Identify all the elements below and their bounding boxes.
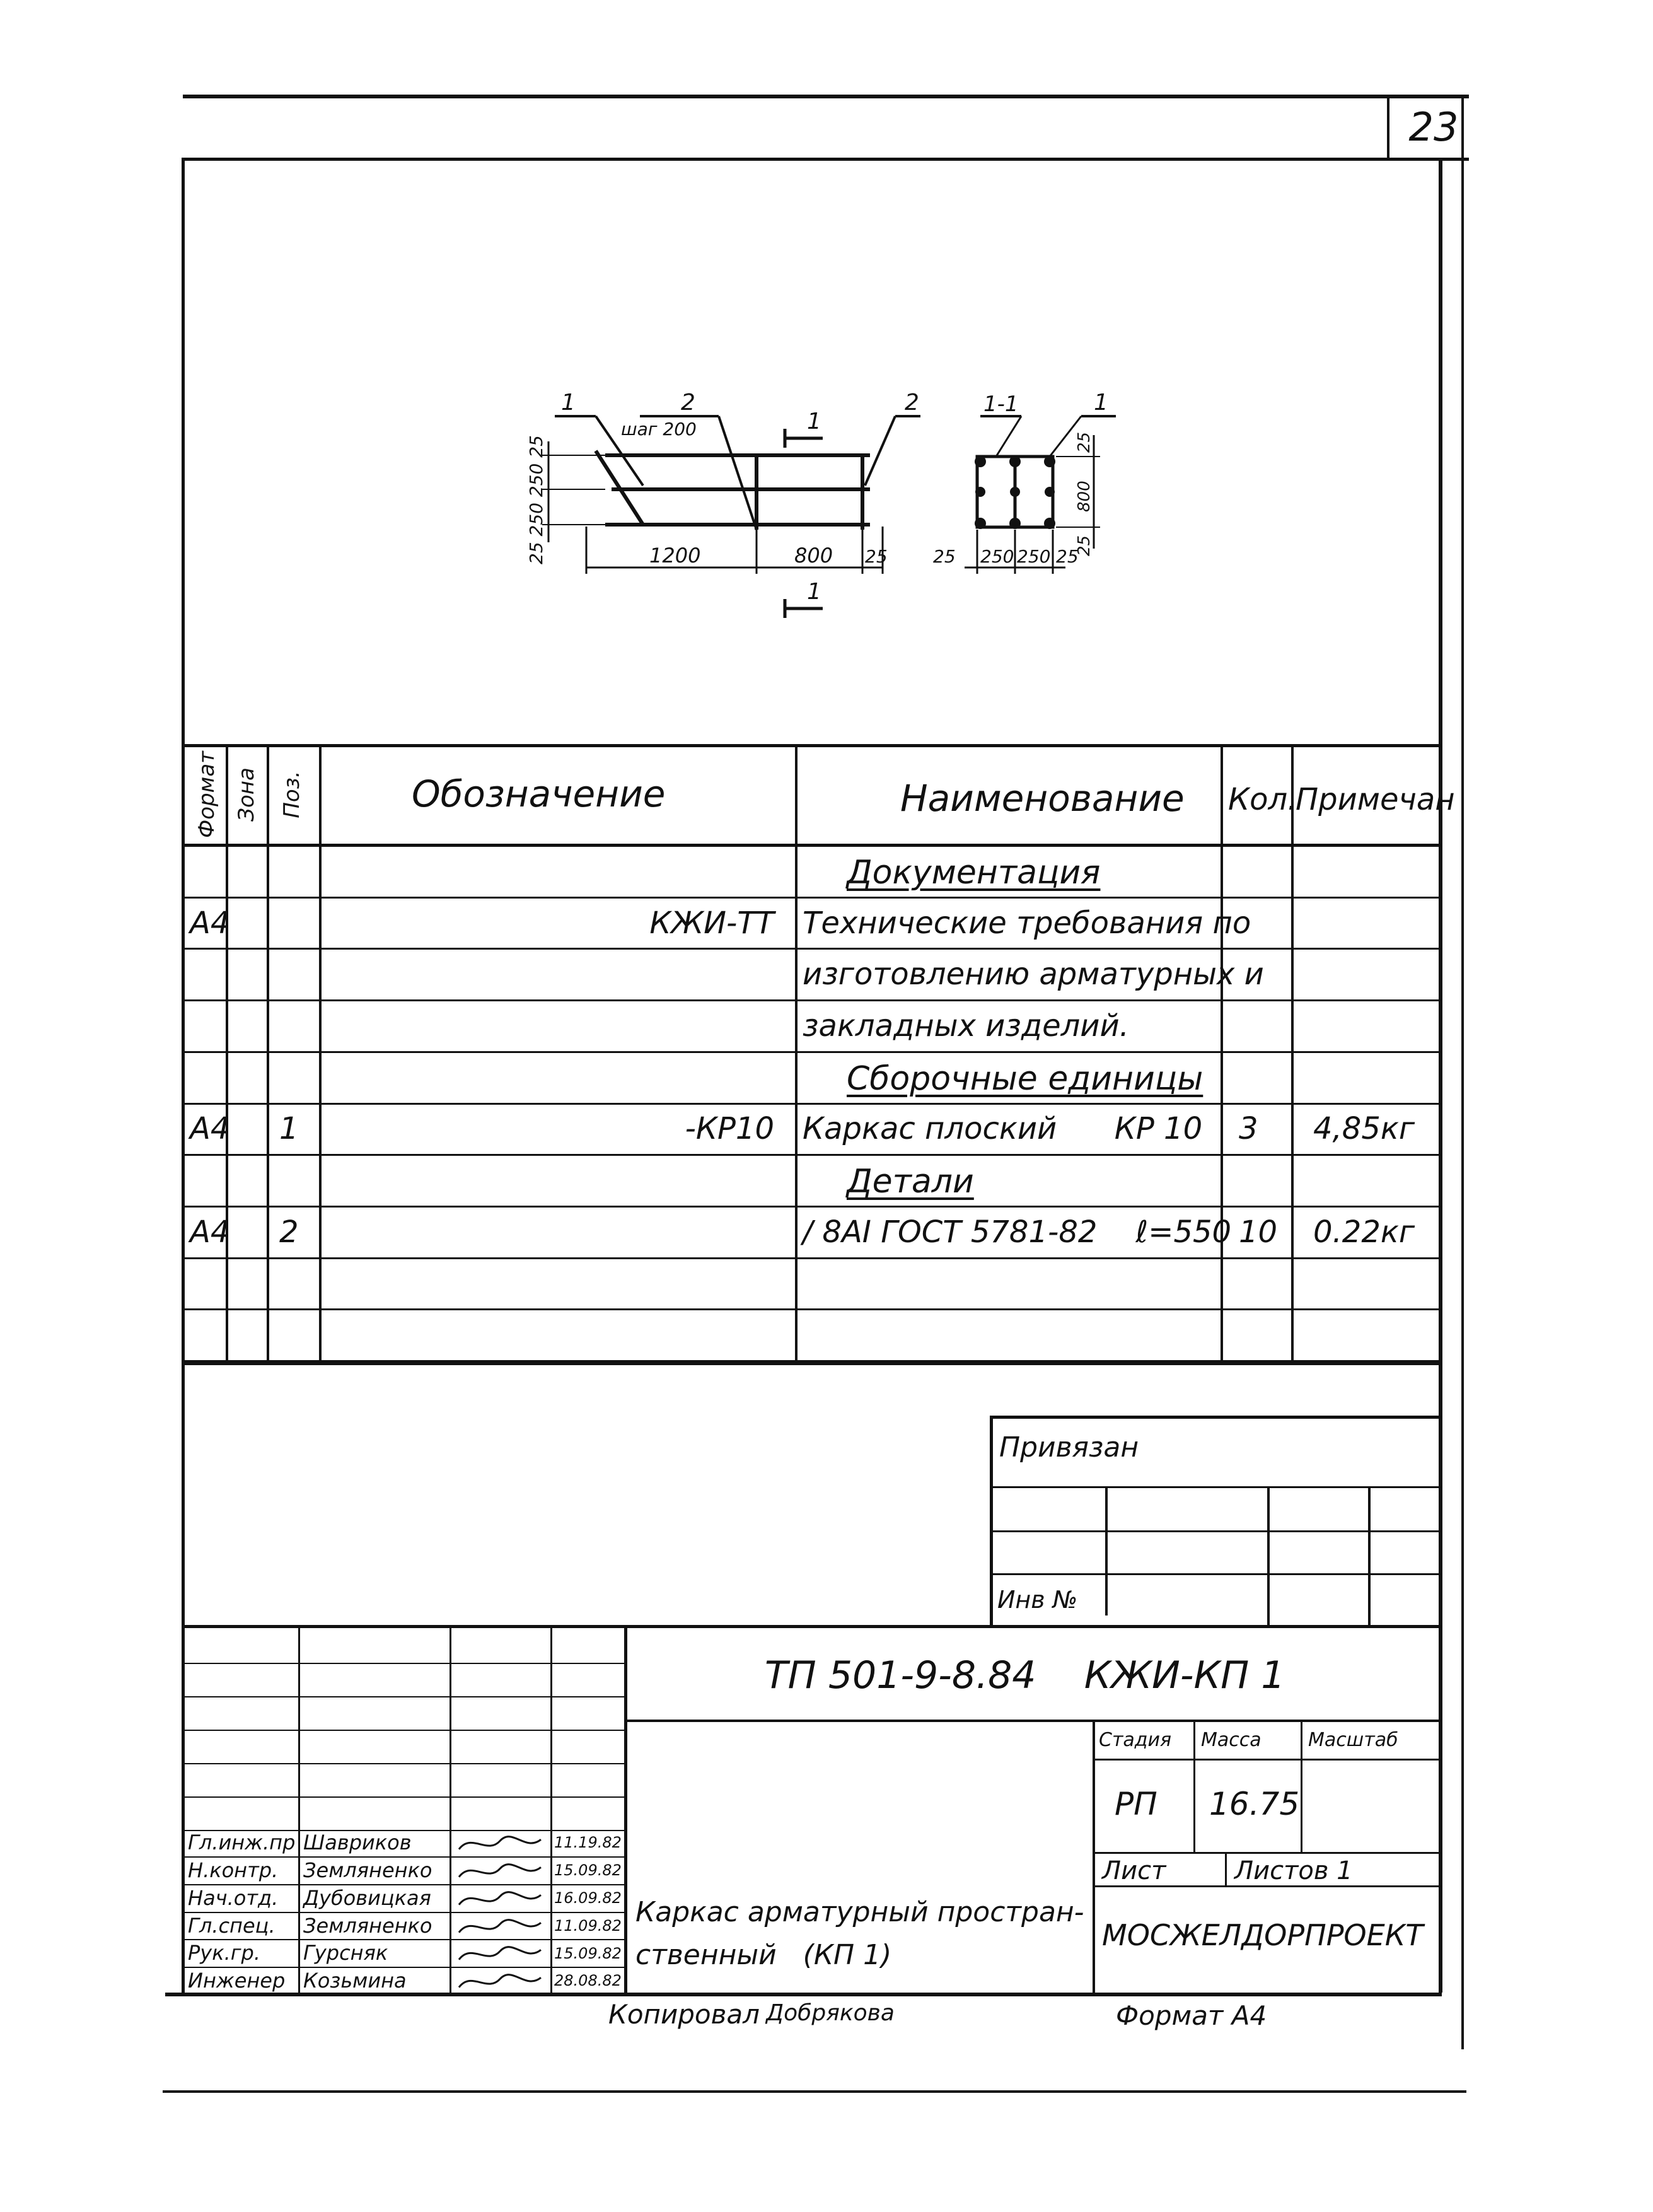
signature-row [185, 1885, 624, 1913]
label-dim-25-c: 25 [1056, 546, 1079, 567]
spec-rows [185, 847, 1439, 1362]
signature-role: Н.контр. [188, 1858, 279, 1882]
copier-name: Добрякова [766, 2000, 895, 2026]
row-name: закладных изделий. [803, 1008, 1129, 1044]
handwritten-signature [453, 1858, 547, 1885]
row-format: А4 [190, 1111, 230, 1147]
label-pos2-right: 2 [905, 390, 919, 416]
label-pos2-left: 2 [681, 390, 695, 416]
signature-row [185, 1858, 624, 1885]
header-name: Наименование [900, 777, 1185, 820]
table-row [185, 1105, 1439, 1156]
handwritten-signature [453, 1885, 547, 1913]
format-label: Формат А4 [1116, 2000, 1267, 2031]
signature-row [185, 1830, 624, 1858]
sheet-number-box-left [1387, 95, 1389, 158]
row-format: А4 [190, 905, 230, 941]
signature-name: Земляненко [303, 1913, 432, 1938]
label-dim-right-800: 800 [1075, 480, 1094, 512]
right-frame-line [1439, 158, 1442, 1993]
mass-label: Масса [1201, 1729, 1262, 1751]
top-border-line [183, 95, 1469, 98]
header-designation: Обозначение [412, 772, 666, 815]
signature-name: Земляненко [303, 1858, 432, 1882]
table-row [185, 847, 1439, 899]
leader-pos2-right-arrow [865, 416, 895, 486]
table-row [185, 950, 1439, 1001]
sheets-label: Листов 1 [1234, 1856, 1353, 1885]
mass-value: 16.75 [1209, 1786, 1300, 1822]
signature-date: 11.19.82 [554, 1834, 622, 1852]
label-section-mark-bottom: 1 [807, 579, 821, 605]
row-name: Документация [847, 853, 1101, 892]
label-dim-right-25-bottom: 25 [1075, 535, 1094, 556]
binding-title: Привязан [999, 1431, 1139, 1464]
inv-label: Инв № [997, 1586, 1078, 1614]
label-dim-25-a: 25 [865, 546, 888, 567]
table-row [185, 1310, 1439, 1362]
row-name: Каркас плоский КР 10 [803, 1111, 1203, 1147]
signature-date: 15.09.82 [554, 1944, 622, 1962]
stage-label: Стадия [1099, 1729, 1172, 1751]
signature-role: Рук.гр. [188, 1941, 261, 1965]
table-row [185, 1259, 1439, 1311]
leader-pos2-left-arrow [719, 416, 757, 530]
row-designation: КЖИ-ТТ [649, 905, 774, 941]
label-section-mark-top: 1 [807, 409, 821, 434]
label-dim-1200: 1200 [649, 544, 701, 568]
sheet-number: 23 [1408, 104, 1459, 150]
reinforcement-drawing [479, 378, 1198, 643]
label-dim-250-b: 250 [1017, 546, 1051, 567]
row-name: Сборочные единицы [847, 1059, 1204, 1098]
scale-label: Масштаб [1308, 1729, 1398, 1751]
item-name-line2: ственный (КП 1) [635, 1939, 892, 1971]
row-format: А4 [190, 1214, 230, 1250]
signature-row [185, 1968, 624, 1996]
item-name-line1: Каркас арматурный простран- [635, 1896, 1084, 1928]
row-name: изготовлению арматурных и [803, 957, 1264, 992]
copied-label: Копировал [608, 1999, 760, 2030]
header-qty: Кол. [1228, 782, 1297, 817]
header-zone: Зона [234, 767, 259, 822]
signature-role: Гл.спец. [188, 1913, 276, 1938]
handwritten-signature [453, 1913, 547, 1941]
signature-date: 15.09.82 [554, 1861, 622, 1880]
signature-name: Шавриков [303, 1831, 412, 1855]
spec-table [185, 744, 1455, 1365]
label-pos1-left: 1 [561, 390, 576, 416]
doc-code: ТП 501-9-8.84 КЖИ-КП 1 [765, 1653, 1285, 1697]
row-qty: 10 [1239, 1214, 1278, 1250]
header-format: Формат [194, 751, 219, 838]
signature-name: Козьмина [303, 1969, 407, 1993]
label-dim-right-25-top: 25 [1075, 431, 1094, 453]
row-pos: 2 [279, 1214, 299, 1250]
stage-value: РП [1115, 1786, 1157, 1822]
label-dim-25-b: 25 [933, 546, 956, 567]
row-name: / 8АI ГОСТ 5781-82 ℓ=550 [803, 1214, 1232, 1250]
label-dim-250-a: 250 [980, 546, 1014, 567]
row-designation: -КР10 [685, 1111, 774, 1147]
signature-date: 11.09.82 [554, 1916, 622, 1935]
sheet-label: Лист [1102, 1856, 1166, 1885]
label-step: шаг 200 [621, 419, 697, 439]
header-pos: Поз. [279, 771, 304, 818]
row-note: 0.22кг [1313, 1214, 1415, 1250]
label-dim-left-vertical: 25 250 250 25 [526, 435, 547, 564]
signature-row [185, 1940, 624, 1968]
top-inner-line [183, 158, 1469, 161]
signature-role: Инженер [188, 1969, 286, 1993]
table-row [185, 1053, 1439, 1105]
signature-name: Гурсняк [303, 1941, 388, 1965]
label-pos1-right: 1 [1094, 390, 1108, 416]
row-name: Технические требования по [803, 905, 1251, 941]
signature-date: 16.09.82 [554, 1889, 622, 1907]
page-bottom-line [163, 2090, 1466, 2093]
title-block [185, 1625, 1439, 1996]
signature-name: Дубовицкая [303, 1885, 431, 1910]
table-row [185, 1001, 1439, 1053]
row-pos: 1 [279, 1111, 299, 1147]
handwritten-signature [453, 1830, 547, 1858]
signature-rows [185, 1830, 624, 1996]
header-note: Примечан [1296, 782, 1455, 817]
row-note: 4,85кг [1313, 1111, 1415, 1147]
handwritten-signature [453, 1940, 547, 1968]
handwritten-signature [453, 1968, 547, 1996]
row-name: Детали [847, 1163, 974, 1201]
organization: МОСЖЕЛДОРПРОЕКТ [1102, 1918, 1424, 1952]
label-section-title: 1-1 [983, 392, 1019, 417]
table-row [185, 899, 1439, 950]
row-qty: 3 [1239, 1111, 1258, 1147]
signature-role: Нач.отд. [188, 1885, 279, 1910]
right-outer-line [1461, 95, 1464, 2049]
table-row [185, 1208, 1439, 1259]
table-row [185, 1156, 1439, 1208]
signature-row [185, 1913, 624, 1941]
binding-block [990, 1416, 1439, 1627]
signature-role: Гл.инж.пр [188, 1831, 296, 1855]
label-dim-800: 800 [794, 544, 833, 568]
signature-date: 28.08.82 [554, 1972, 622, 1990]
